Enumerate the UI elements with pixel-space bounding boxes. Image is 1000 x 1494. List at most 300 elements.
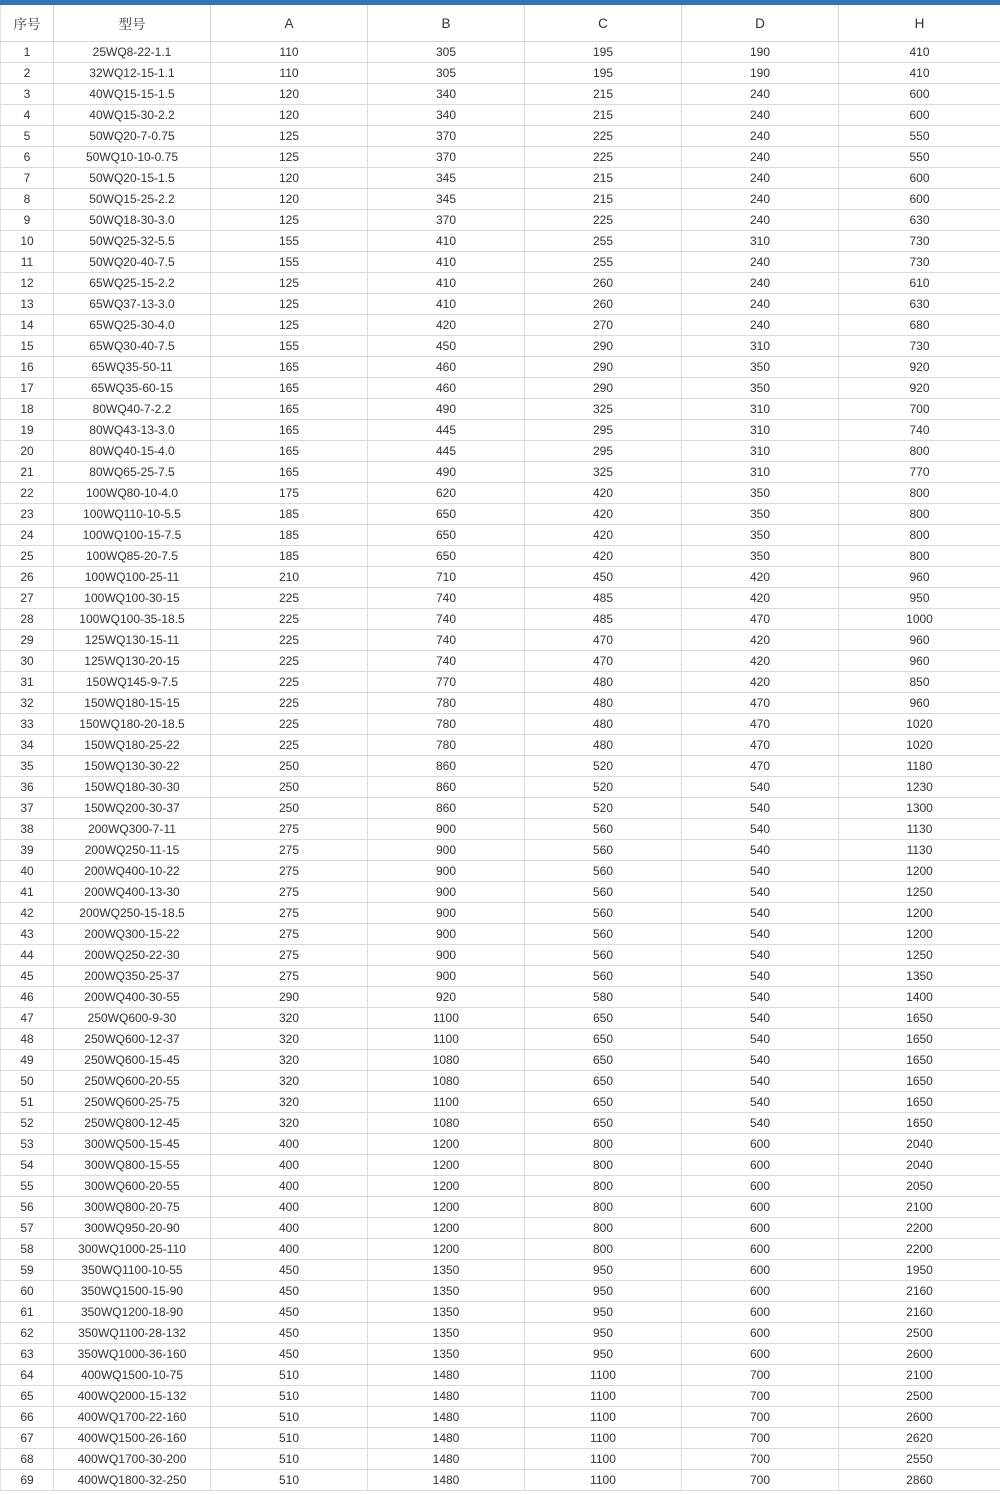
table-cell: 1100 — [525, 1407, 682, 1428]
table-row — [1, 651, 1000, 672]
table-cell: 1080 — [368, 1071, 525, 1092]
table-cell: 560 — [525, 861, 682, 882]
table-cell: 40 — [1, 861, 54, 882]
table-cell: 17 — [1, 378, 54, 399]
table-cell: 450 — [211, 1281, 368, 1302]
table-cell: 620 — [368, 483, 525, 504]
table-row — [1, 1365, 1000, 1386]
table-cell: 540 — [682, 903, 839, 924]
table-cell: 275 — [211, 882, 368, 903]
table-cell: 1480 — [368, 1428, 525, 1449]
table-row — [1, 1386, 1000, 1407]
table-cell: 225 — [525, 147, 682, 168]
column-header-A: A — [211, 5, 368, 42]
table-body — [1, 42, 1000, 1491]
table-row — [1, 840, 1000, 861]
table-cell: 275 — [211, 945, 368, 966]
table-cell: 225 — [211, 693, 368, 714]
table-cell: 450 — [211, 1323, 368, 1344]
table-cell: 485 — [525, 609, 682, 630]
table-cell: 350WQ1200-18-90 — [54, 1302, 211, 1323]
table-cell: 240 — [682, 126, 839, 147]
table-cell: 39 — [1, 840, 54, 861]
table-cell: 200WQ250-15-18.5 — [54, 903, 211, 924]
table-cell: 860 — [368, 777, 525, 798]
table-cell: 275 — [211, 840, 368, 861]
table-cell: 600 — [682, 1218, 839, 1239]
table-cell: 62 — [1, 1323, 54, 1344]
table-cell: 400WQ1500-26-160 — [54, 1428, 211, 1449]
table-cell: 420 — [682, 651, 839, 672]
table-cell: 450 — [211, 1260, 368, 1281]
table-cell: 740 — [839, 420, 1000, 441]
table-cell: 165 — [211, 420, 368, 441]
table-cell: 480 — [525, 735, 682, 756]
table-header — [1, 5, 1000, 42]
table-cell: 67 — [1, 1428, 54, 1449]
table-cell: 650 — [525, 1071, 682, 1092]
table-cell: 240 — [682, 210, 839, 231]
table-cell: 600 — [682, 1302, 839, 1323]
table-cell: 185 — [211, 546, 368, 567]
table-row — [1, 1428, 1000, 1449]
table-cell: 80WQ43-13-3.0 — [54, 420, 211, 441]
table-cell: 1350 — [368, 1260, 525, 1281]
table-cell: 175 — [211, 483, 368, 504]
table-cell: 1100 — [368, 1029, 525, 1050]
table-cell: 420 — [525, 504, 682, 525]
table-cell: 600 — [839, 84, 1000, 105]
table-cell: 320 — [211, 1113, 368, 1134]
table-cell: 2500 — [839, 1323, 1000, 1344]
table-cell: 14 — [1, 315, 54, 336]
table-cell: 125 — [211, 147, 368, 168]
table-cell: 65WQ37-13-3.0 — [54, 294, 211, 315]
table-cell: 2160 — [839, 1302, 1000, 1323]
table-cell: 100WQ85-20-7.5 — [54, 546, 211, 567]
table-cell: 470 — [682, 693, 839, 714]
table-cell: 200WQ400-30-55 — [54, 987, 211, 1008]
table-cell: 275 — [211, 966, 368, 987]
table-row — [1, 1071, 1000, 1092]
table-cell: 250WQ600-15-45 — [54, 1050, 211, 1071]
table-cell: 490 — [368, 399, 525, 420]
table-cell: 1200 — [368, 1134, 525, 1155]
table-cell: 50 — [1, 1071, 54, 1092]
table-cell: 950 — [525, 1281, 682, 1302]
table-cell: 700 — [682, 1386, 839, 1407]
table-cell: 200WQ400-13-30 — [54, 882, 211, 903]
table-cell: 310 — [682, 399, 839, 420]
table-cell: 950 — [525, 1344, 682, 1365]
table-cell: 65WQ35-60-15 — [54, 378, 211, 399]
table-cell: 34 — [1, 735, 54, 756]
column-header-index: 序号 — [1, 5, 54, 42]
table-cell: 960 — [839, 693, 1000, 714]
column-header-model: 型号 — [54, 5, 211, 42]
table-cell: 1080 — [368, 1050, 525, 1071]
table-cell: 400 — [211, 1197, 368, 1218]
table-cell: 800 — [839, 441, 1000, 462]
table-cell: 250 — [211, 798, 368, 819]
table-cell: 450 — [525, 567, 682, 588]
table-cell: 215 — [525, 168, 682, 189]
table-cell: 40WQ15-30-2.2 — [54, 105, 211, 126]
table-cell: 400WQ2000-15-132 — [54, 1386, 211, 1407]
table-cell: 350 — [682, 525, 839, 546]
table-cell: 100WQ100-35-18.5 — [54, 609, 211, 630]
table-cell: 1350 — [368, 1281, 525, 1302]
table-cell: 43 — [1, 924, 54, 945]
table-cell: 1480 — [368, 1365, 525, 1386]
table-cell: 1130 — [839, 819, 1000, 840]
table-cell: 250WQ600-12-37 — [54, 1029, 211, 1050]
table-cell: 400 — [211, 1134, 368, 1155]
table-cell: 255 — [525, 252, 682, 273]
table-cell: 420 — [682, 567, 839, 588]
table-row — [1, 504, 1000, 525]
table-cell: 275 — [211, 819, 368, 840]
table-cell: 310 — [682, 336, 839, 357]
table-cell: 2550 — [839, 1449, 1000, 1470]
table-cell: 960 — [839, 630, 1000, 651]
table-cell: 20 — [1, 441, 54, 462]
table-cell: 780 — [368, 735, 525, 756]
table-cell: 29 — [1, 630, 54, 651]
table-cell: 860 — [368, 798, 525, 819]
table-cell: 540 — [682, 882, 839, 903]
table-cell: 420 — [525, 483, 682, 504]
table-cell: 300WQ950-20-90 — [54, 1218, 211, 1239]
table-cell: 400WQ1700-30-200 — [54, 1449, 211, 1470]
table-cell: 730 — [839, 231, 1000, 252]
table-cell: 860 — [368, 756, 525, 777]
table-cell: 240 — [682, 189, 839, 210]
table-row — [1, 1344, 1000, 1365]
table-row — [1, 1134, 1000, 1155]
table-cell: 800 — [525, 1176, 682, 1197]
table-cell: 540 — [682, 945, 839, 966]
table-cell: 1480 — [368, 1407, 525, 1428]
table-cell: 400 — [211, 1218, 368, 1239]
table-cell: 800 — [525, 1155, 682, 1176]
table-cell: 65WQ25-15-2.2 — [54, 273, 211, 294]
table-row — [1, 1029, 1000, 1050]
table-cell: 1950 — [839, 1260, 1000, 1281]
table-cell: 950 — [839, 588, 1000, 609]
table-cell: 950 — [525, 1323, 682, 1344]
table-cell: 960 — [839, 651, 1000, 672]
table-cell: 730 — [839, 252, 1000, 273]
table-row — [1, 315, 1000, 336]
table-cell: 350 — [682, 378, 839, 399]
table-row — [1, 882, 1000, 903]
table-cell: 470 — [682, 714, 839, 735]
table-row — [1, 63, 1000, 84]
table-cell: 54 — [1, 1155, 54, 1176]
table-cell: 680 — [839, 315, 1000, 336]
table-cell: 610 — [839, 273, 1000, 294]
table-cell: 120 — [211, 105, 368, 126]
table-cell: 540 — [682, 798, 839, 819]
table-cell: 560 — [525, 945, 682, 966]
table-cell: 37 — [1, 798, 54, 819]
table-row — [1, 147, 1000, 168]
table-cell: 700 — [839, 399, 1000, 420]
table-row — [1, 168, 1000, 189]
table-cell: 215 — [525, 105, 682, 126]
table-cell: 185 — [211, 504, 368, 525]
table-cell: 650 — [368, 546, 525, 567]
table-cell: 1650 — [839, 1029, 1000, 1050]
table-row — [1, 1302, 1000, 1323]
table-cell: 700 — [682, 1428, 839, 1449]
table-cell: 155 — [211, 231, 368, 252]
table-row — [1, 924, 1000, 945]
table-cell: 250WQ800-12-45 — [54, 1113, 211, 1134]
table-cell: 12 — [1, 273, 54, 294]
table-cell: 225 — [211, 651, 368, 672]
table-cell: 470 — [525, 630, 682, 651]
table-row — [1, 378, 1000, 399]
table-cell: 125 — [211, 210, 368, 231]
table-cell: 900 — [368, 840, 525, 861]
table-cell: 225 — [211, 672, 368, 693]
table-cell: 650 — [368, 525, 525, 546]
table-cell: 250WQ600-25-75 — [54, 1092, 211, 1113]
table-row — [1, 987, 1000, 1008]
table-cell: 125 — [211, 315, 368, 336]
table-cell: 800 — [839, 525, 1000, 546]
table-cell: 510 — [211, 1449, 368, 1470]
table-cell: 50WQ25-32-5.5 — [54, 231, 211, 252]
table-cell: 540 — [682, 924, 839, 945]
table-row — [1, 777, 1000, 798]
table-cell: 770 — [839, 462, 1000, 483]
table-cell: 650 — [525, 1092, 682, 1113]
table-row — [1, 1008, 1000, 1029]
table-row — [1, 1197, 1000, 1218]
table-cell: 540 — [682, 861, 839, 882]
table-cell: 950 — [525, 1302, 682, 1323]
table-cell: 36 — [1, 777, 54, 798]
table-cell: 1100 — [525, 1449, 682, 1470]
table-cell: 11 — [1, 252, 54, 273]
table-cell: 900 — [368, 966, 525, 987]
table-cell: 100WQ110-10-5.5 — [54, 504, 211, 525]
table-cell: 900 — [368, 924, 525, 945]
table-cell: 560 — [525, 924, 682, 945]
table-cell: 650 — [368, 504, 525, 525]
table-cell: 1250 — [839, 882, 1000, 903]
table-cell: 350WQ1500-15-90 — [54, 1281, 211, 1302]
table-cell: 240 — [682, 84, 839, 105]
table-cell: 470 — [682, 609, 839, 630]
table-cell: 45 — [1, 966, 54, 987]
table-cell: 470 — [682, 735, 839, 756]
table-cell: 28 — [1, 609, 54, 630]
table-cell: 480 — [525, 672, 682, 693]
table-cell: 225 — [525, 126, 682, 147]
column-header-D: D — [682, 5, 839, 42]
table-cell: 1480 — [368, 1449, 525, 1470]
table-cell: 520 — [525, 756, 682, 777]
table-cell: 490 — [368, 462, 525, 483]
table-cell: 68 — [1, 1449, 54, 1470]
table-cell: 1650 — [839, 1092, 1000, 1113]
table-cell: 1650 — [839, 1071, 1000, 1092]
table-cell: 19 — [1, 420, 54, 441]
table-cell: 510 — [211, 1428, 368, 1449]
table-cell: 900 — [368, 882, 525, 903]
table-cell: 310 — [682, 441, 839, 462]
table-row — [1, 546, 1000, 567]
table-cell: 420 — [682, 630, 839, 651]
table-cell: 540 — [682, 1071, 839, 1092]
table-cell: 400WQ1700-22-160 — [54, 1407, 211, 1428]
column-header-C: C — [525, 5, 682, 42]
table-cell: 1480 — [368, 1386, 525, 1407]
table-cell: 700 — [682, 1449, 839, 1470]
table-cell: 165 — [211, 441, 368, 462]
table-cell: 32 — [1, 693, 54, 714]
table-cell: 165 — [211, 462, 368, 483]
table-cell: 150WQ145-9-7.5 — [54, 672, 211, 693]
table-cell: 290 — [525, 336, 682, 357]
table-cell: 110 — [211, 42, 368, 63]
table-cell: 58 — [1, 1239, 54, 1260]
table-row — [1, 525, 1000, 546]
table-cell: 2100 — [839, 1197, 1000, 1218]
table-cell: 1200 — [839, 861, 1000, 882]
pump-dimension-table — [0, 5, 1000, 1491]
table-cell: 125 — [211, 273, 368, 294]
table-cell: 8 — [1, 189, 54, 210]
table-cell: 65WQ25-30-4.0 — [54, 315, 211, 336]
table-cell: 350WQ1000-36-160 — [54, 1344, 211, 1365]
table-cell: 410 — [839, 63, 1000, 84]
table-cell: 155 — [211, 336, 368, 357]
table-cell: 650 — [525, 1029, 682, 1050]
table-cell: 51 — [1, 1092, 54, 1113]
table-cell: 53 — [1, 1134, 54, 1155]
table-row — [1, 273, 1000, 294]
table-cell: 520 — [525, 777, 682, 798]
table-cell: 64 — [1, 1365, 54, 1386]
table-cell: 2040 — [839, 1155, 1000, 1176]
table-cell: 63 — [1, 1344, 54, 1365]
table-cell: 305 — [368, 42, 525, 63]
table-cell: 50WQ18-30-3.0 — [54, 210, 211, 231]
table-row — [1, 672, 1000, 693]
table-cell: 600 — [682, 1239, 839, 1260]
table-row — [1, 294, 1000, 315]
table-cell: 1100 — [525, 1386, 682, 1407]
table-row — [1, 903, 1000, 924]
table-cell: 290 — [525, 357, 682, 378]
table-cell: 195 — [525, 42, 682, 63]
table-cell: 540 — [682, 1029, 839, 1050]
table-cell: 460 — [368, 378, 525, 399]
table-cell: 600 — [682, 1260, 839, 1281]
table-cell: 300WQ800-15-55 — [54, 1155, 211, 1176]
table-cell: 270 — [525, 315, 682, 336]
table-cell: 400 — [211, 1155, 368, 1176]
table-cell: 65WQ35-50-11 — [54, 357, 211, 378]
table-cell: 445 — [368, 420, 525, 441]
table-row — [1, 420, 1000, 441]
table-cell: 770 — [368, 672, 525, 693]
table-cell: 18 — [1, 399, 54, 420]
table-cell: 1200 — [368, 1155, 525, 1176]
table-cell: 340 — [368, 105, 525, 126]
table-cell: 250WQ600-20-55 — [54, 1071, 211, 1092]
table-cell: 320 — [211, 1050, 368, 1071]
table-cell: 700 — [682, 1365, 839, 1386]
table-cell: 200WQ350-25-37 — [54, 966, 211, 987]
table-cell: 47 — [1, 1008, 54, 1029]
table-cell: 55 — [1, 1176, 54, 1197]
table-cell: 1130 — [839, 840, 1000, 861]
table-cell: 550 — [839, 126, 1000, 147]
table-cell: 52 — [1, 1113, 54, 1134]
table-cell: 1200 — [368, 1218, 525, 1239]
table-cell: 550 — [839, 147, 1000, 168]
table-cell: 540 — [682, 1113, 839, 1134]
table-cell: 1100 — [525, 1470, 682, 1491]
table-cell: 1400 — [839, 987, 1000, 1008]
table-row — [1, 462, 1000, 483]
table-cell: 370 — [368, 210, 525, 231]
table-row — [1, 189, 1000, 210]
table-cell: 740 — [368, 630, 525, 651]
table-cell: 1480 — [368, 1470, 525, 1491]
table-cell: 295 — [525, 441, 682, 462]
table-cell: 600 — [682, 1281, 839, 1302]
table-cell: 450 — [368, 336, 525, 357]
table-cell: 225 — [211, 630, 368, 651]
table-cell: 420 — [525, 525, 682, 546]
table-cell: 300WQ800-20-75 — [54, 1197, 211, 1218]
table-cell: 290 — [525, 378, 682, 399]
table-cell: 23 — [1, 504, 54, 525]
table-cell: 1200 — [839, 903, 1000, 924]
table-cell: 30 — [1, 651, 54, 672]
table-cell: 7 — [1, 168, 54, 189]
table-cell: 410 — [368, 273, 525, 294]
table-row — [1, 1155, 1000, 1176]
table-cell: 700 — [682, 1407, 839, 1428]
table-cell: 2620 — [839, 1428, 1000, 1449]
table-cell: 185 — [211, 525, 368, 546]
table-cell: 250 — [211, 777, 368, 798]
table-cell: 370 — [368, 147, 525, 168]
table-cell: 600 — [839, 168, 1000, 189]
table-cell: 540 — [682, 966, 839, 987]
column-header-H: H — [839, 5, 1000, 42]
table-cell: 560 — [525, 882, 682, 903]
table-cell: 1300 — [839, 798, 1000, 819]
table-cell: 80WQ40-7-2.2 — [54, 399, 211, 420]
table-cell: 470 — [682, 756, 839, 777]
table-cell: 65 — [1, 1386, 54, 1407]
table-cell: 69 — [1, 1470, 54, 1491]
table-cell: 345 — [368, 168, 525, 189]
table-cell: 400WQ1500-10-75 — [54, 1365, 211, 1386]
table-row — [1, 588, 1000, 609]
table-cell: 740 — [368, 588, 525, 609]
table-cell: 600 — [682, 1176, 839, 1197]
